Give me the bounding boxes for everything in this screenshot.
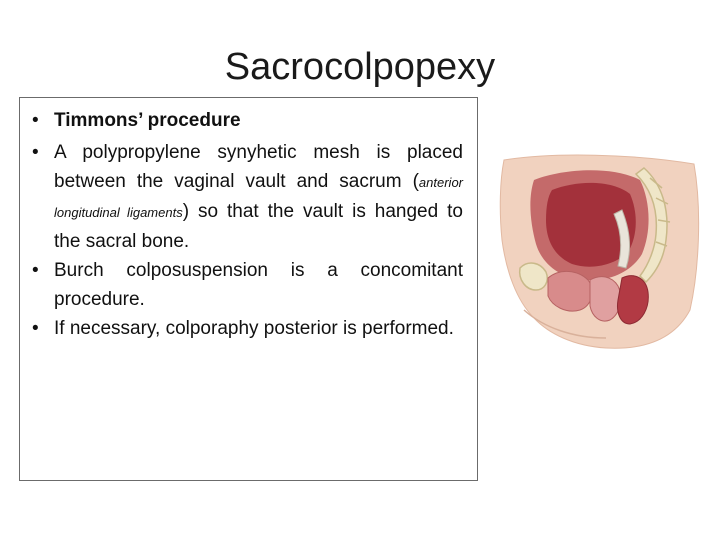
pelvic-anatomy-illustration [494,150,706,355]
bullet-list [32,106,463,343]
bullet-item-timmons [32,106,463,135]
slide-title: Sacrocolpopexy [224,46,496,88]
bullet-item-burch [32,256,463,314]
bullet-dot: • [32,318,39,339]
bullet-item-mesh [32,138,463,256]
text-box [19,97,478,481]
bullet-text: Timmons’ procedure [54,110,241,131]
bullet-text-mesh-pre: A polypropylene synyhetic mesh is placed between the vaginal vault and sacrum ( [54,142,463,192]
vagina [590,277,621,321]
bullet-text-ligaments: anterior longitudinal ligaments [54,175,463,220]
bullet-text-mesh-post: ) so that the vault is hanged to the sacral bone. [54,201,463,252]
bullet-dot: • [32,110,39,131]
bladder [548,271,592,311]
bullet-item-colporaphy [32,314,463,343]
bullet-dot: • [32,142,39,163]
bullet-dot: • [32,260,39,281]
bullet-text: If necessary, colporaphy posterior is performed. [54,318,454,339]
bullet-text: Burch colposuspension is a concomitant procedure. [54,260,463,310]
